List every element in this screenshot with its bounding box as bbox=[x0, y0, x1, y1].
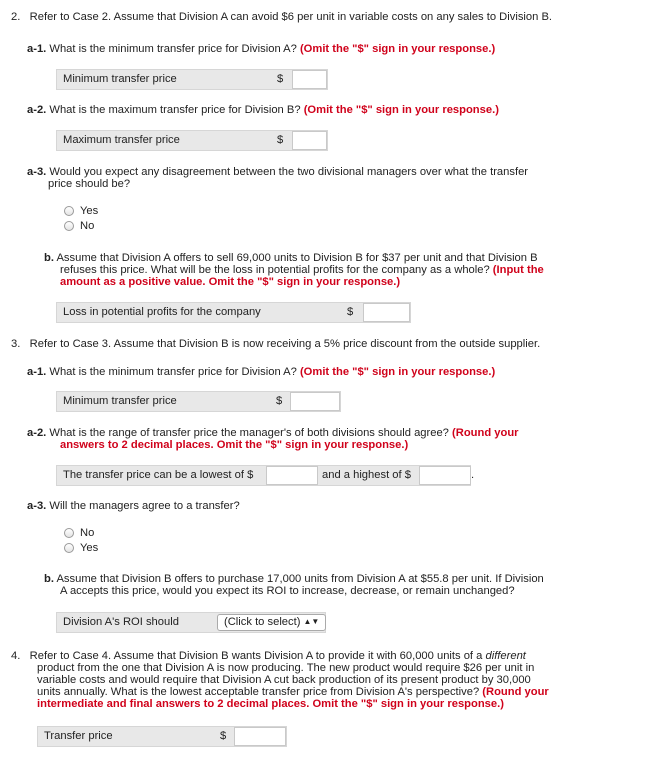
part-instruction: (Omit the "$" sign in your response.) bbox=[299, 366, 496, 378]
select-value: (Click to select) bbox=[224, 616, 301, 628]
lowest-label: The transfer price can be a lowest of $ bbox=[63, 469, 254, 481]
part-instruction: (Omit the "$" sign in your response.) bbox=[299, 43, 496, 55]
radio-yes[interactable] bbox=[64, 206, 74, 216]
radio-no-label: No bbox=[80, 220, 95, 232]
answer-label: Transfer price bbox=[44, 730, 113, 742]
q2-a1-prompt bbox=[27, 43, 495, 56]
q3-b-answer-row bbox=[56, 612, 326, 633]
roi-select-dropdown[interactable] bbox=[217, 614, 326, 631]
part-text: Assume that Division B offers to purchase 17,000 units from Division A at $55.8 per unit. If Division bbox=[56, 573, 544, 585]
part-tag: a-3. bbox=[27, 166, 47, 178]
part-text-continued: A accepts this price, would you expect its ROI to increase, decrease, or remain unchanged? bbox=[60, 585, 515, 597]
part-instruction-continued: amount as a positive value. Omit the "$" sign in your response.) bbox=[60, 276, 401, 288]
dollar-sign: $ bbox=[277, 73, 284, 85]
part-instruction: (Input the bbox=[492, 264, 544, 276]
part-tag: a-3. bbox=[27, 500, 47, 512]
part-text: Would you expect any disagreement between the two divisional managers over what the transfer bbox=[49, 166, 529, 178]
q2-a1-answer-row bbox=[56, 69, 328, 90]
dollar-sign: $ bbox=[220, 730, 227, 742]
q2-a3-prompt bbox=[27, 166, 528, 179]
question-number: 4. bbox=[11, 650, 21, 662]
q2-b-prompt-line2 bbox=[60, 264, 544, 277]
q2-b-answer-row bbox=[56, 302, 411, 323]
part-instruction-continued: answers to 2 decimal places. Omit the "$" sign in your response.) bbox=[60, 439, 409, 451]
question-text: Refer to Case 4. Assume that Division B wants Division A to provide it with 60,000 units of a bbox=[29, 650, 483, 662]
part-tag: a-2. bbox=[27, 104, 47, 116]
question-text: Refer to Case 3. Assume that Division B is now receiving a 5% price discount from the outside supplier. bbox=[29, 338, 541, 350]
question-2-prompt bbox=[11, 11, 552, 24]
question-text-line4 bbox=[37, 686, 549, 699]
dollar-sign: $ bbox=[277, 134, 284, 146]
answer-label: Loss in potential profits for the company bbox=[63, 306, 261, 318]
radio-yes-label: Yes bbox=[80, 542, 99, 554]
q3-b-prompt bbox=[44, 573, 544, 586]
question-3-prompt bbox=[11, 338, 540, 351]
transfer-price-input[interactable] bbox=[234, 727, 286, 746]
radio-yes[interactable] bbox=[64, 543, 74, 553]
radio-no-label: No bbox=[80, 527, 95, 539]
question-number: 2. bbox=[11, 11, 21, 23]
question-text-line3: variable costs and would require that Division A cut back production of its present product by 30,000 bbox=[37, 674, 531, 686]
q2-a2-answer-row bbox=[56, 130, 328, 151]
answer-label: Maximum transfer price bbox=[63, 134, 180, 146]
q3-a2-answer-row bbox=[56, 465, 475, 486]
part-instruction: (Round your bbox=[452, 427, 519, 439]
q2-a2-prompt bbox=[27, 104, 499, 117]
answer-label: Minimum transfer price bbox=[63, 73, 177, 85]
question-number: 3. bbox=[11, 338, 21, 350]
question-text: units annually. What is the lowest acceptable transfer price from Division A's perspective? bbox=[37, 686, 480, 698]
period: . bbox=[471, 469, 475, 481]
radio-no[interactable] bbox=[64, 221, 74, 231]
answer-label: Division A's ROI should bbox=[63, 616, 179, 628]
question-instruction-continued: intermediate and final answers to 2 decimal places. Omit the "$" sign in your response.) bbox=[37, 698, 504, 710]
minimum-transfer-price-input[interactable] bbox=[290, 392, 340, 411]
part-tag: a-2. bbox=[27, 427, 47, 439]
question-text-italic: different bbox=[485, 650, 526, 662]
question-text-line2: product from the one that Division A is now producing. The new product would require $26 per unit in bbox=[37, 662, 535, 674]
question-4-prompt bbox=[11, 650, 526, 663]
radio-yes-label: Yes bbox=[80, 205, 99, 217]
part-text: Assume that Division A offers to sell 69,000 units to Division B for $37 per unit and that Division B bbox=[56, 252, 538, 264]
part-text: What is the minimum transfer price for Division A? bbox=[49, 43, 297, 55]
part-text: Will the managers agree to a transfer? bbox=[49, 500, 240, 512]
answer-label: Minimum transfer price bbox=[63, 395, 177, 407]
updown-arrows-icon: ▲▼ bbox=[303, 617, 320, 626]
part-text: What is the minimum transfer price for Division A? bbox=[49, 366, 297, 378]
part-text-continued: refuses this price. What will be the loss in potential profits for the company as a whole? bbox=[60, 264, 490, 276]
loss-in-potential-profits-input[interactable] bbox=[363, 303, 410, 322]
q4-answer-row bbox=[37, 726, 287, 747]
dollar-sign: $ bbox=[276, 395, 283, 407]
q3-a1-prompt bbox=[27, 366, 495, 379]
q2-b-prompt bbox=[44, 252, 538, 265]
part-text-continued: price should be? bbox=[48, 178, 131, 190]
highest-transfer-price-input[interactable] bbox=[419, 466, 471, 485]
part-text: What is the maximum transfer price for Division B? bbox=[49, 104, 301, 116]
dollar-sign: $ bbox=[347, 306, 354, 318]
q3-a2-prompt bbox=[27, 427, 519, 440]
radio-no[interactable] bbox=[64, 528, 74, 538]
q3-a3-prompt bbox=[27, 500, 240, 513]
question-instruction: (Round your bbox=[482, 686, 549, 698]
maximum-transfer-price-input[interactable] bbox=[292, 131, 327, 150]
part-tag: a-1. bbox=[27, 366, 47, 378]
part-text: What is the range of transfer price the manager's of both divisions should agree? bbox=[49, 427, 449, 439]
question-text: Refer to Case 2. Assume that Division A can avoid $6 per unit in variable costs on any sales to Division B. bbox=[29, 11, 553, 23]
part-instruction: (Omit the "$" sign in your response.) bbox=[303, 104, 499, 116]
highest-label: and a highest of $ bbox=[322, 469, 411, 481]
q3-a1-answer-row bbox=[56, 391, 341, 412]
part-tag: b. bbox=[44, 573, 54, 585]
lowest-transfer-price-input[interactable] bbox=[266, 466, 318, 485]
minimum-transfer-price-input[interactable] bbox=[292, 70, 327, 89]
part-tag: b. bbox=[44, 252, 54, 264]
part-tag: a-1. bbox=[27, 43, 47, 55]
